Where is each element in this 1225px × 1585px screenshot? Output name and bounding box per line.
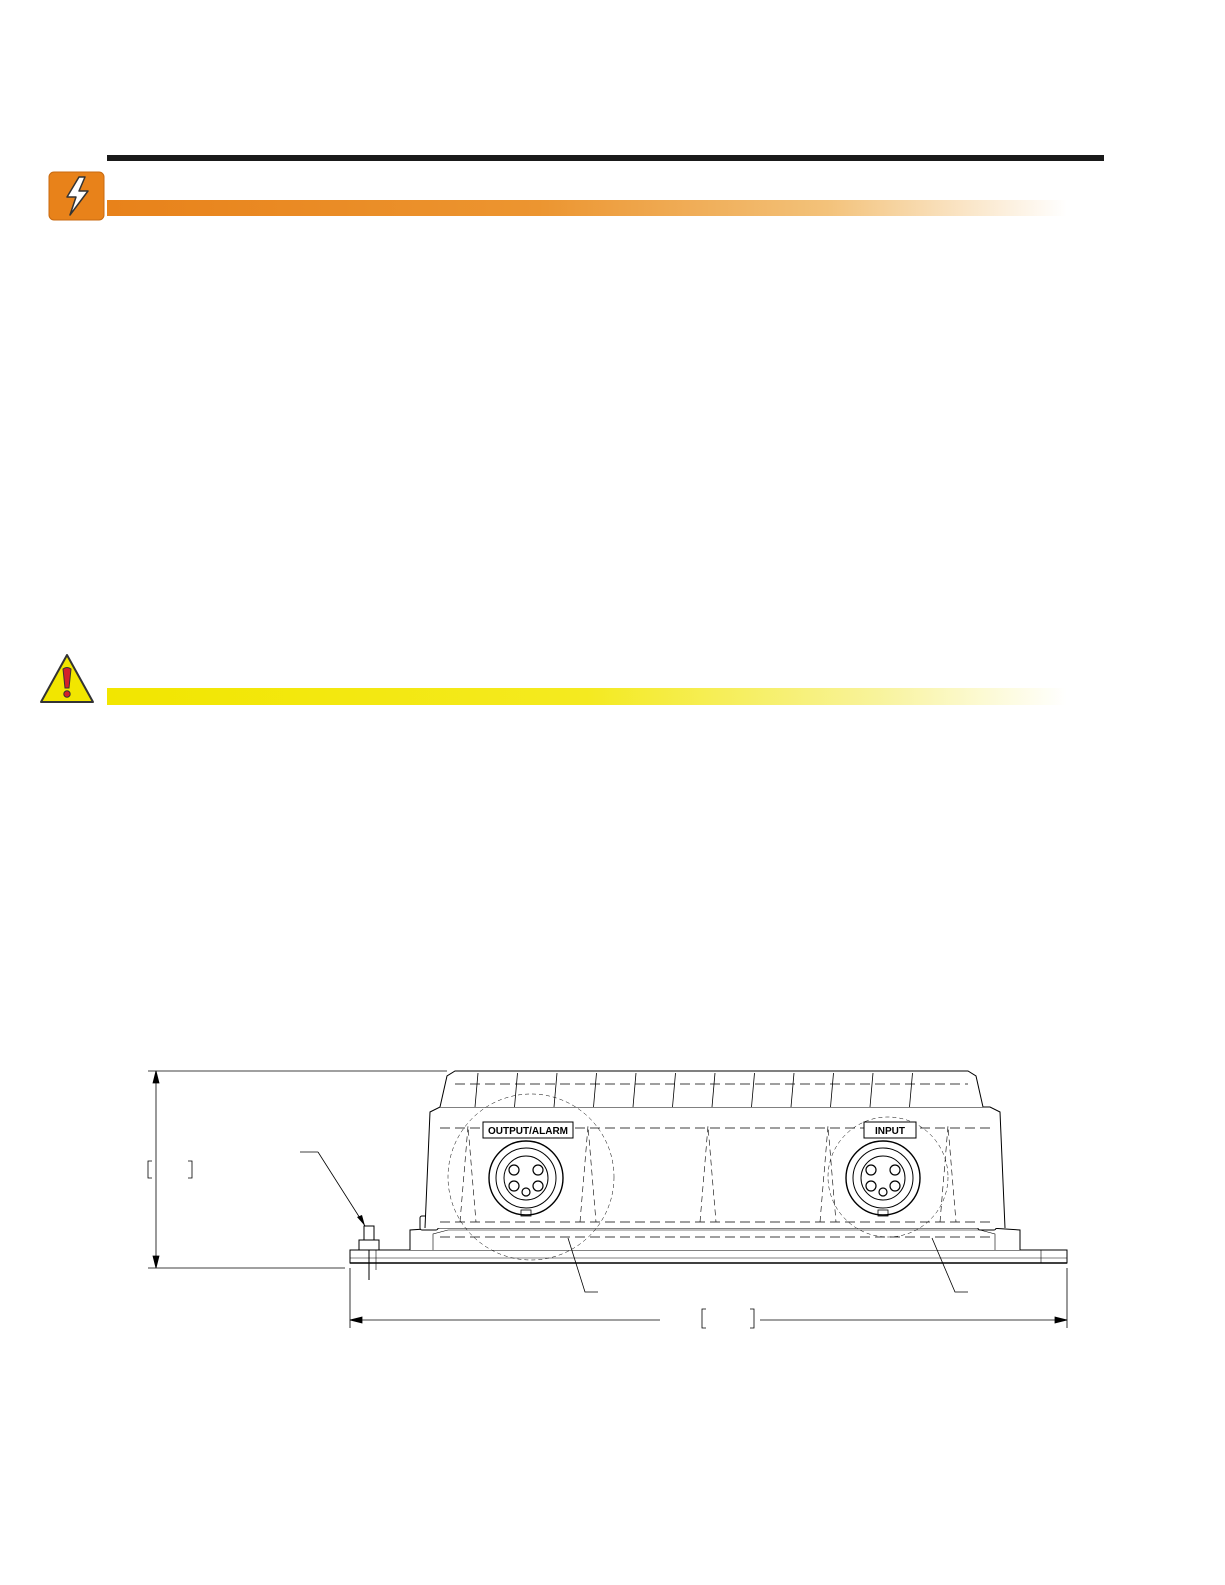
output-alarm-label: OUTPUT/ALARM xyxy=(488,1126,568,1137)
width-dimension xyxy=(350,1268,1067,1328)
input-label: INPUT xyxy=(875,1126,905,1137)
height-dimension xyxy=(148,1071,447,1268)
base-plate xyxy=(350,1250,1067,1263)
